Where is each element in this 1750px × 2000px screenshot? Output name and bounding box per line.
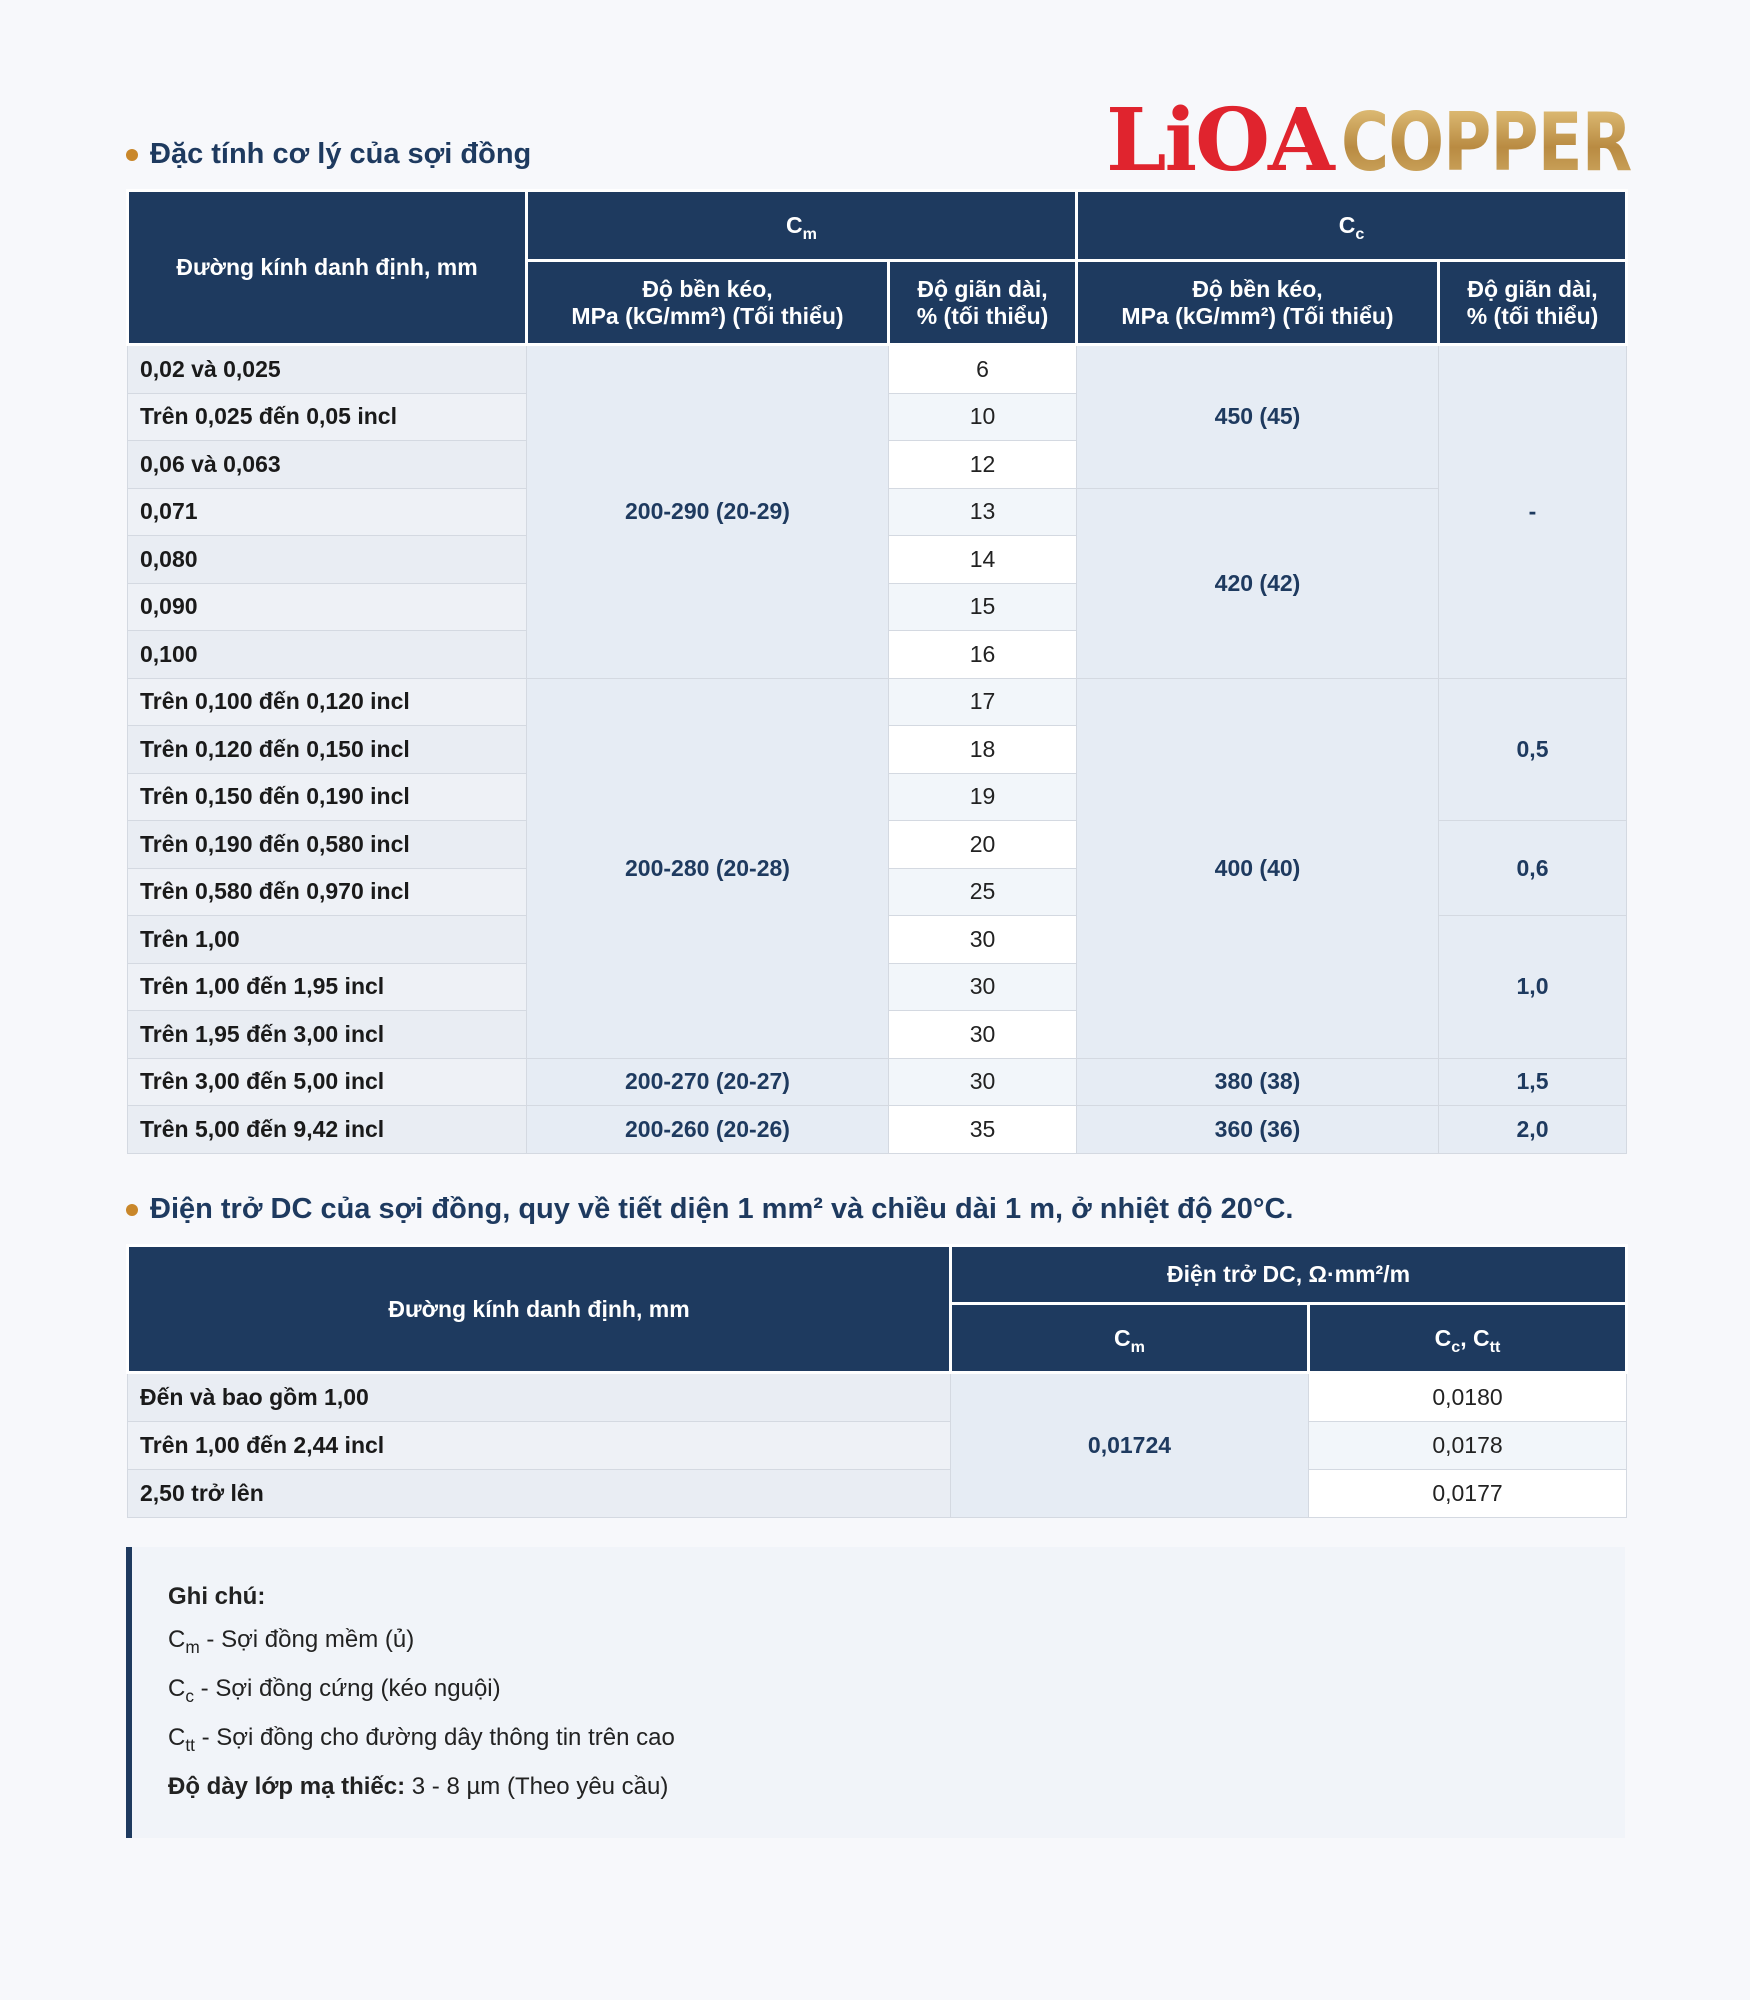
table-row [128,345,1627,394]
diameter-cell: 0,090 [128,583,527,631]
diameter-cell: Trên 3,00 đến 5,00 incl [128,1058,527,1106]
cm-elongation-cell: 12 [889,441,1077,489]
diameter-cell: Trên 0,150 đến 0,190 incl [128,773,527,821]
header-cm: $C_m$ [527,191,1077,261]
bullet-dot-icon [126,149,138,161]
cm-elongation-cell: 6 [889,345,1077,394]
cm-elongation-cell: 18 [889,726,1077,774]
cc-ctt-resistance-cell: 0,0177 [1309,1470,1627,1518]
section-title-mechanical [126,138,531,171]
diameter-cell: Trên 5,00 đến 9,42 incl [128,1106,527,1154]
header-diameter: Đường kính danh định, mm [128,1246,951,1373]
logo-copper-text: COPPER [1340,96,1632,189]
notes-heading: Ghi chú: [168,1583,266,1610]
header-cm-elongation: Độ giãn dài, % (tối thiểu) [889,261,1077,345]
diameter-cell: Trên 0,580 đến 0,970 incl [128,868,527,916]
cm-elongation-cell: 15 [889,583,1077,631]
diameter-cell: 0,071 [128,488,527,536]
cc-elongation-cell: 2,0 [1439,1106,1627,1154]
header-cm-tensile: Độ bền kéo, MPa (kG/mm²) (Tối thiểu) [527,261,889,345]
mechanical-properties-table [126,189,1628,1154]
note-cm: $C_m$ - Sợi đồng mềm (ủ) [168,1626,415,1657]
diameter-cell: Trên 0,190 đến 0,580 incl [128,821,527,869]
cm-tensile-cell: 200-290 (20-29) [527,345,889,679]
cm-elongation-cell: 10 [889,393,1077,441]
diameter-cell: 0,080 [128,536,527,584]
diameter-cell: 0,06 và 0,063 [128,441,527,489]
section-title-text: Đặc tính cơ lý của sợi đồng [150,138,532,170]
cm-elongation-cell: 19 [889,773,1077,821]
cc-tensile-cell: 450 (45) [1077,345,1439,489]
cm-elongation-cell: 30 [889,1058,1077,1106]
header-cc: $C_c$ [1077,191,1627,261]
table-row [128,1373,1627,1422]
table-row [128,1058,1627,1106]
diameter-cell: Trên 1,00 đến 1,95 incl [128,963,527,1011]
cc-elongation-cell: 0,6 [1439,821,1627,916]
cm-elongation-cell: 20 [889,821,1077,869]
diameter-cell: 0,100 [128,631,527,679]
cm-tensile-cell: 200-260 (20-26) [527,1106,889,1154]
diameter-cell: Trên 1,95 đến 3,00 incl [128,1011,527,1059]
header-cc-tensile: Độ bền kéo, MPa (kG/mm²) (Tối thiểu) [1077,261,1439,345]
diameter-cell: Trên 0,100 đến 0,120 incl [128,678,527,726]
diameter-cell: Trên 1,00 [128,916,527,964]
cc-ctt-resistance-cell: 0,0180 [1309,1373,1627,1422]
cc-tensile-cell: 420 (42) [1077,488,1439,678]
cm-elongation-cell: 17 [889,678,1077,726]
cm-tensile-cell: 200-280 (20-28) [527,678,889,1058]
cc-elongation-cell: 1,5 [1439,1058,1627,1106]
diameter-cell: Trên 0,120 đến 0,150 incl [128,726,527,774]
cm-elongation-cell: 30 [889,1011,1077,1059]
dc-resistance-table [126,1244,1628,1518]
cc-tensile-cell: 360 (36) [1077,1106,1439,1154]
table-row [128,678,1627,726]
cm-elongation-cell: 14 [889,536,1077,584]
table-row [128,1106,1627,1154]
header-diameter: Đường kính danh định, mm [128,191,527,345]
cc-tensile-cell: 400 (40) [1077,678,1439,1058]
cm-elongation-cell: 25 [889,868,1077,916]
diameter-cell: 2,50 trở lên [128,1470,951,1518]
cc-elongation-cell: 0,5 [1439,678,1627,821]
header-cc-ctt: $C_c$, $C_{tt}$ [1309,1304,1627,1373]
cm-elongation-cell: 16 [889,631,1077,679]
header-cc-elongation: Độ giãn dài, % (tối thiểu) [1439,261,1627,345]
notes-box [126,1547,1625,1838]
logo-lioa-text: LiOA [1106,90,1333,191]
section-title-text: Điện trở DC của sợi đồng, quy về tiết diện 1 mm² và chiều dài 1 m, ở nhiệt độ 20°C. [150,1193,1294,1225]
cc-ctt-resistance-cell: 0,0178 [1309,1422,1627,1470]
diameter-cell: Trên 0,025 đến 0,05 incl [128,393,527,441]
lioa-copper-logo [1106,90,1695,191]
note-plating: Độ dày lớp mạ thiếc: 3 - 8 µm (Theo yêu cầu) [168,1773,669,1800]
cm-elongation-cell: 13 [889,488,1077,536]
diameter-cell: Trên 1,00 đến 2,44 incl [128,1422,951,1470]
table-row [128,1422,1627,1470]
header-cm: $C_m$ [951,1304,1309,1373]
cm-resistance-cell: 0,01724 [951,1373,1309,1518]
cm-elongation-cell: 30 [889,916,1077,964]
cm-elongation-cell: 35 [889,1106,1077,1154]
bullet-dot-icon [126,1204,138,1216]
section-title-resistance [126,1193,1293,1226]
note-ctt: $C_{tt}$ - Sợi đồng cho đường dây thông tin trên cao [168,1724,675,1755]
cc-tensile-cell: 380 (38) [1077,1058,1439,1106]
cc-elongation-cell: 1,0 [1439,916,1627,1059]
cm-elongation-cell: 30 [889,963,1077,1011]
diameter-cell: 0,02 và 0,025 [128,345,527,394]
cc-elongation-cell: - [1439,345,1627,679]
cm-tensile-cell: 200-270 (20-27) [527,1058,889,1106]
table-row [128,1470,1627,1518]
diameter-cell: Đến và bao gồm 1,00 [128,1373,951,1422]
header-resistance: Điện trở DC, Ω·mm²/m [951,1246,1627,1304]
note-cc: $C_c$ - Sợi đồng cứng (kéo nguội) [168,1675,501,1706]
